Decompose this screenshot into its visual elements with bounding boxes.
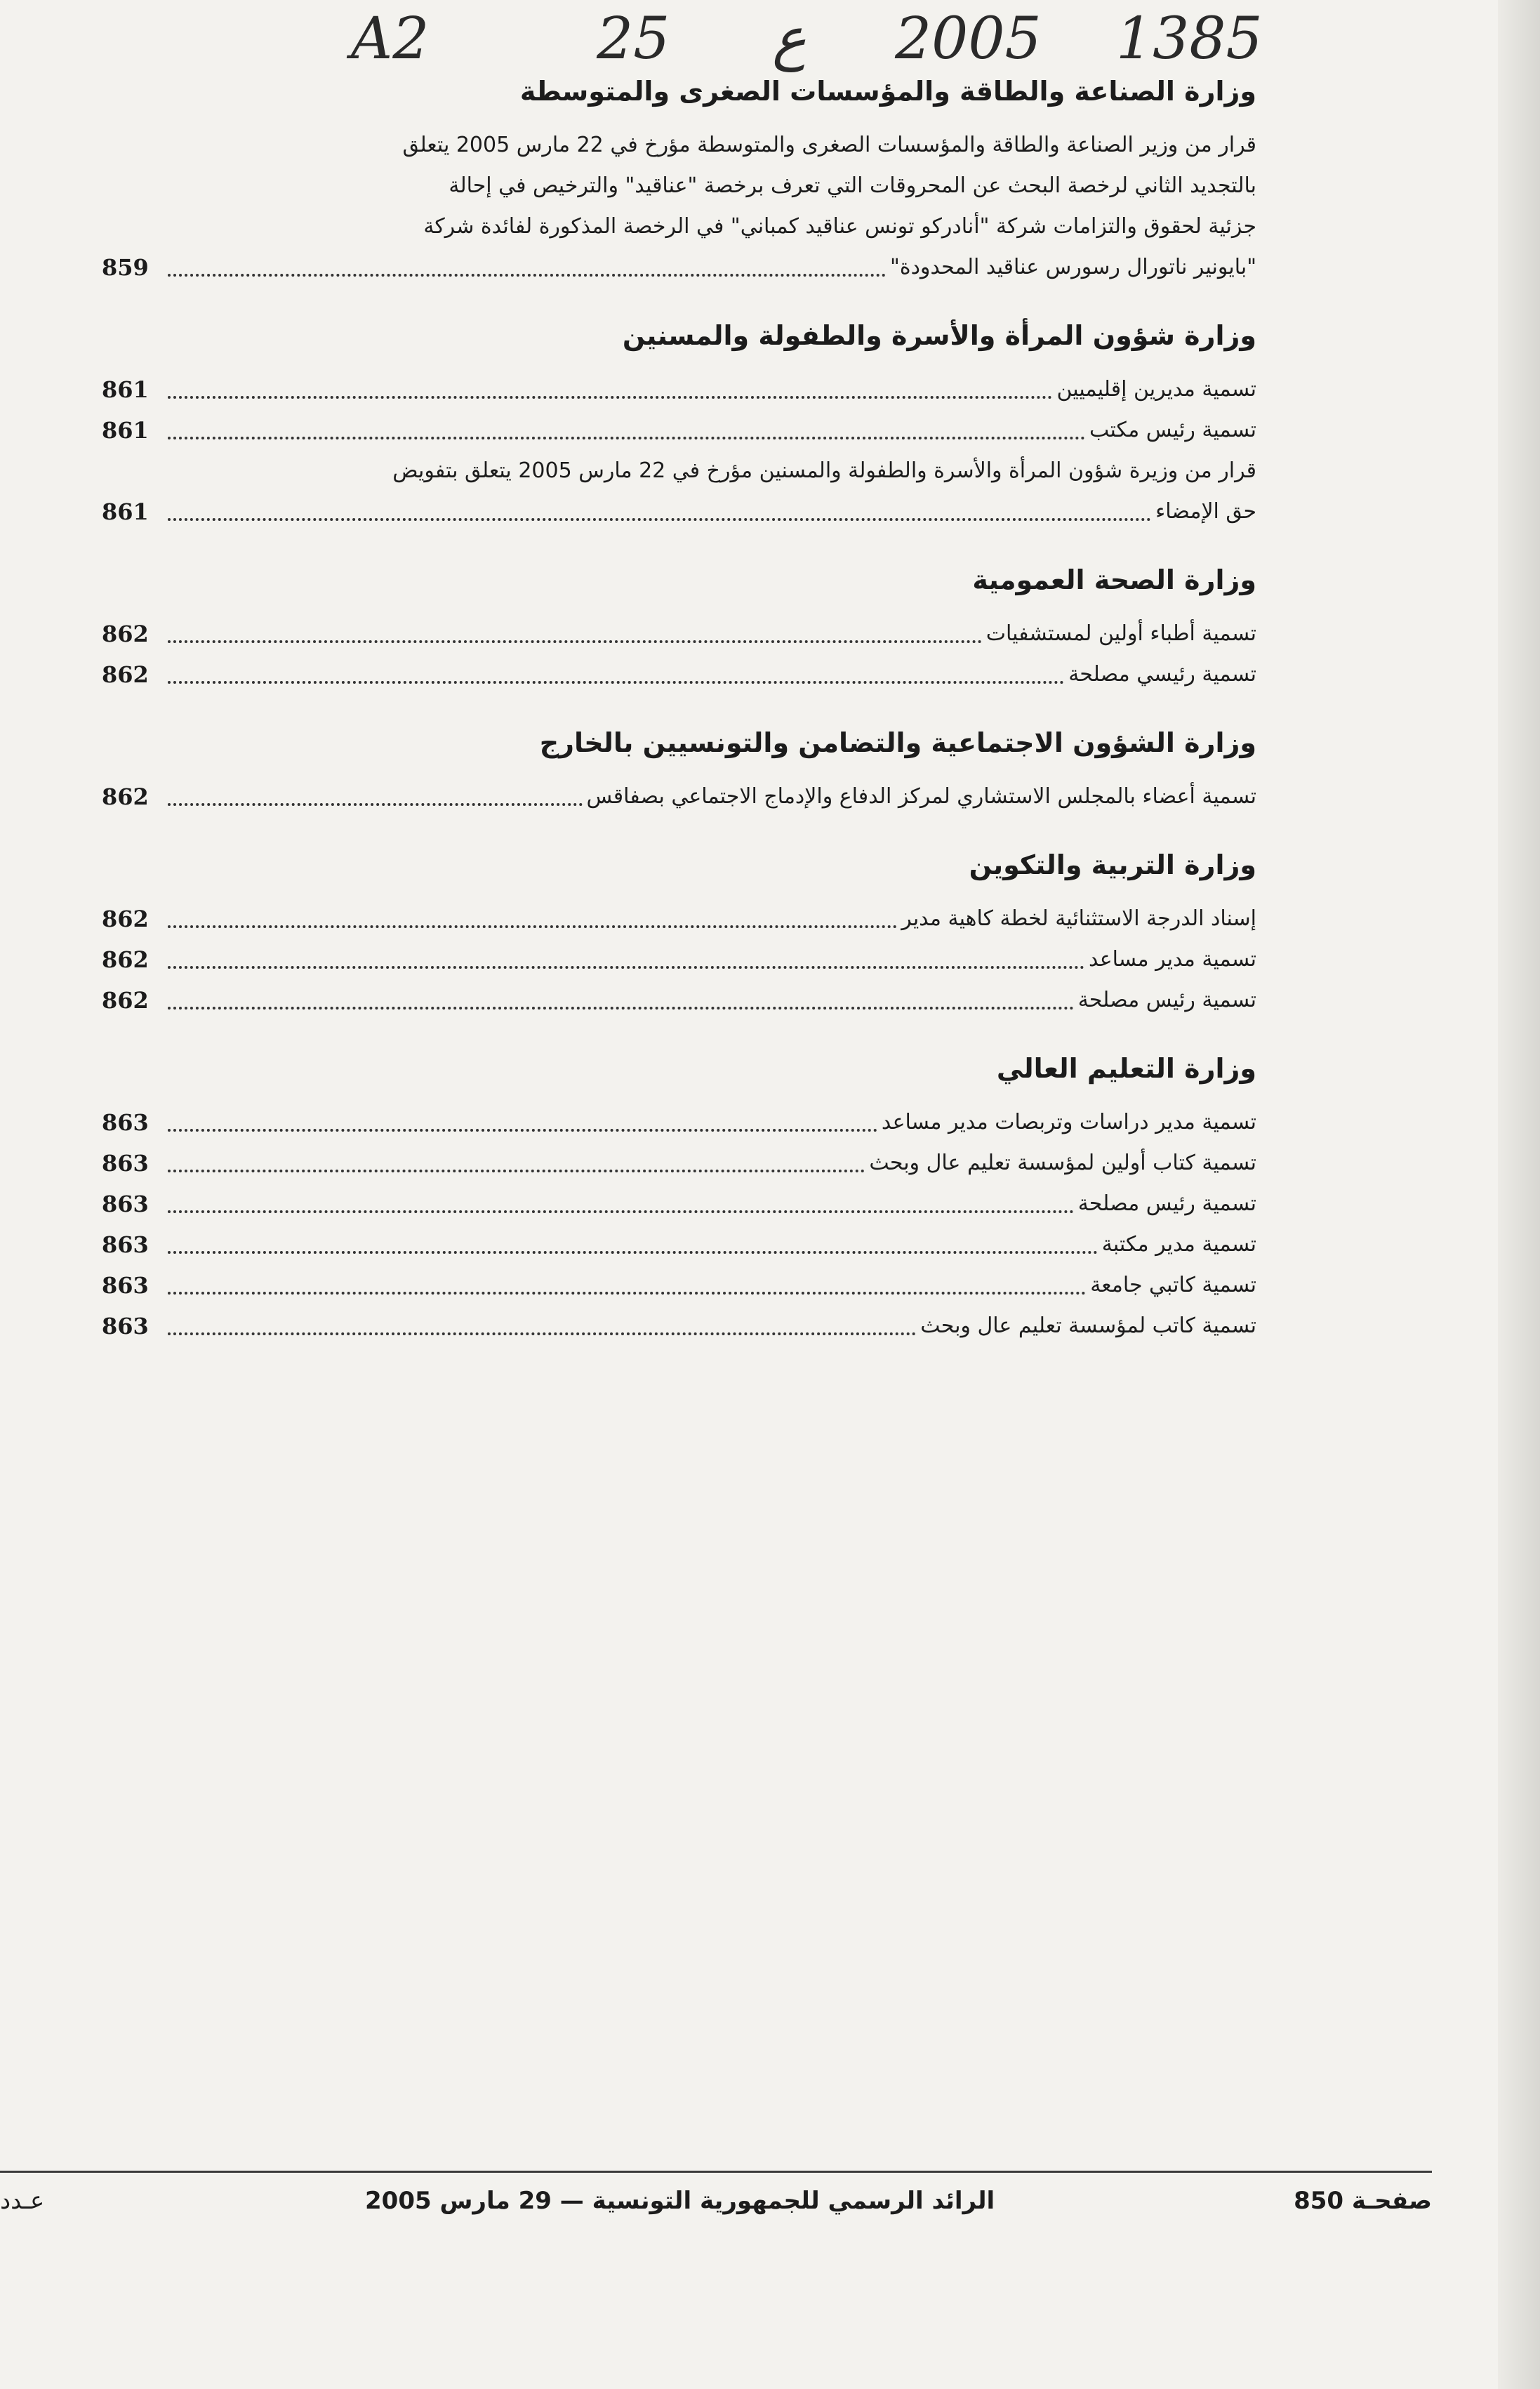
toc-entry[interactable] (102, 1224, 1256, 1265)
ministry-heading: وزارة التربية والتكوين (969, 849, 1256, 880)
entry-page-number: 862 (102, 621, 149, 647)
entry-title: تسمية رئيسي مصلحة (1068, 662, 1256, 687)
page-footer (0, 2187, 1460, 2229)
toc-entry[interactable] (102, 654, 1256, 695)
dot-leader (168, 925, 897, 928)
entry-final-line (102, 369, 1256, 410)
entry-text-line: قرار من وزير الصناعة والطاقة والمؤسسات الصغرى والمتوسطة مؤرخ في 22 مارس 2005 يتعلق (402, 133, 1256, 157)
entry-final-line (102, 776, 1256, 817)
entry-title: تسمية أعضاء بالمجلس الاستشاري لمركز الدفاع والإدماج الاجتماعي بصفاقس (586, 784, 1256, 809)
dot-leader (168, 396, 1052, 399)
toc-entry[interactable] (102, 1184, 1256, 1224)
dot-leader (168, 518, 1151, 521)
entry-title: تسمية رئيس مصلحة (1077, 1191, 1256, 1216)
dot-leader (168, 966, 1084, 969)
entry-text-line: قرار من وزيرة شؤون المرأة والأسرة والطفولة والمسنين مؤرخ في 22 مارس 2005 يتعلق بتفويض (392, 458, 1256, 483)
table-of-contents (102, 70, 1256, 1346)
dot-leader (168, 1007, 1074, 1010)
entry-final-line (102, 1184, 1256, 1224)
entry-title: تسمية رئيس مكتب (1089, 418, 1256, 442)
toc-entry[interactable] (102, 1265, 1256, 1306)
entry-page-number: 863 (102, 1313, 149, 1339)
dot-leader (168, 1332, 916, 1335)
dot-leader (168, 803, 583, 806)
entry-final-line (102, 410, 1256, 451)
gazette-title: الرائد الرسمي للجمهورية التونسية — 29 مارس 2005 (365, 2187, 995, 2215)
entry-title: تسمية كاتبي جامعة (1090, 1273, 1256, 1297)
ministry-heading: وزارة الشؤون الاجتماعية والتضامن والتونسيين بالخارج (539, 727, 1256, 758)
toc-entry[interactable] (102, 980, 1256, 1021)
entry-final-line (102, 1102, 1256, 1143)
entry-final-line (102, 899, 1256, 939)
entry-final-line (102, 614, 1256, 654)
dot-leader (168, 640, 982, 643)
entry-final-line (102, 1306, 1256, 1346)
dot-leader (168, 1251, 1098, 1254)
annotation-b: 25 (597, 6, 670, 72)
toc-entry[interactable] (102, 410, 1256, 451)
toc-entry[interactable] (102, 1102, 1256, 1143)
entry-page-number: 862 (102, 906, 149, 932)
entry-text-line: بالتجديد الثاني لرخصة البحث عن المحروقات التي تعرف برخصة "عناقيد" والترخيص في إحالة (449, 173, 1256, 198)
annotation-c: ع (772, 6, 806, 72)
toc-entry[interactable] (102, 614, 1256, 654)
dot-leader (168, 274, 886, 277)
entry-page-number: 861 (102, 417, 149, 444)
entry-page-number: 863 (102, 1150, 149, 1177)
toc-entry[interactable] (102, 451, 1256, 532)
entry-page-number: 859 (102, 254, 149, 281)
entry-final-line (102, 247, 1256, 288)
entry-title: تسمية أطباء أولين لمستشفيات (985, 621, 1256, 646)
entry-final-line (102, 939, 1256, 980)
dot-leader (168, 1210, 1074, 1213)
entry-final-line (102, 491, 1256, 532)
entry-page-number: 861 (102, 376, 149, 403)
toc-entry[interactable] (102, 776, 1256, 817)
entry-title: تسمية مدير مكتبة (1101, 1232, 1256, 1257)
dot-leader (168, 681, 1064, 684)
entry-final-line (102, 980, 1256, 1021)
toc-entry[interactable] (102, 1306, 1256, 1346)
annotation-a: A2 (351, 6, 430, 72)
ministry-heading: وزارة التعليم العالي (996, 1053, 1256, 1084)
page-number: صفحـة 850 (1294, 2187, 1432, 2215)
entry-page-number: 863 (102, 1109, 149, 1136)
ministry-heading: وزارة الصحة العمومية (972, 564, 1256, 595)
entry-final-line (102, 1143, 1256, 1184)
entry-page-number: 862 (102, 661, 149, 688)
dot-leader (168, 1170, 865, 1172)
entry-title: تسمية كتاب أولين لمؤسسة تعليم عال وبحث (869, 1151, 1256, 1175)
entry-page-number: 862 (102, 987, 149, 1014)
entry-title: تسمية رئيس مصلحة (1077, 988, 1256, 1012)
entry-title: تسمية كاتب لمؤسسة تعليم عال وبحث (920, 1313, 1256, 1338)
entry-title: تسمية مديرين إقليميين (1056, 377, 1256, 402)
entry-text-line: جزئية لحقوق والتزامات شركة "أنادركو تونس عناقيد كمباني" في الرخصة المذكورة لفائدة شركة (423, 214, 1256, 239)
entry-title: حق الإمضاء (1155, 499, 1256, 524)
ministry-heading: وزارة الصناعة والطاقة والمؤسسات الصغرى والمتوسطة (519, 76, 1256, 107)
dot-leader (168, 437, 1085, 439)
issue-edge-label: عـدد (0, 2187, 45, 2215)
annotation-e: 1385 (1116, 6, 1263, 72)
entry-page-number: 861 (102, 498, 149, 525)
ministry-heading: وزارة شؤون المرأة والأسرة والطفولة والمسنين (622, 320, 1256, 351)
toc-entry[interactable] (102, 125, 1256, 288)
entry-page-number: 863 (102, 1191, 149, 1217)
footer-divider (0, 2171, 1432, 2173)
toc-entry[interactable] (102, 899, 1256, 939)
entry-title: تسمية مدير دراسات وتربصات مدير مساعد (881, 1110, 1256, 1134)
dot-leader (168, 1292, 1086, 1295)
page-edge (1498, 0, 1540, 2389)
toc-entry[interactable] (102, 1143, 1256, 1184)
annotation-d: 2005 (895, 6, 1042, 72)
entry-page-number: 862 (102, 783, 149, 810)
entry-title: تسمية مدير مساعد (1088, 947, 1256, 972)
entry-page-number: 863 (102, 1272, 149, 1299)
entry-page-number: 862 (102, 946, 149, 973)
entry-final-line (102, 1224, 1256, 1265)
entry-page-number: 863 (102, 1231, 149, 1258)
entry-final-line (102, 654, 1256, 695)
toc-entry[interactable] (102, 369, 1256, 410)
dot-leader (168, 1129, 877, 1132)
entry-title: "بايونير ناتورال رسورس عناقيد المحدودة" (890, 255, 1256, 279)
entry-final-line (102, 1265, 1256, 1306)
toc-entry[interactable] (102, 939, 1256, 980)
entry-title: إسناد الدرجة الاستثنائية لخطة كاهية مدير (901, 906, 1256, 931)
